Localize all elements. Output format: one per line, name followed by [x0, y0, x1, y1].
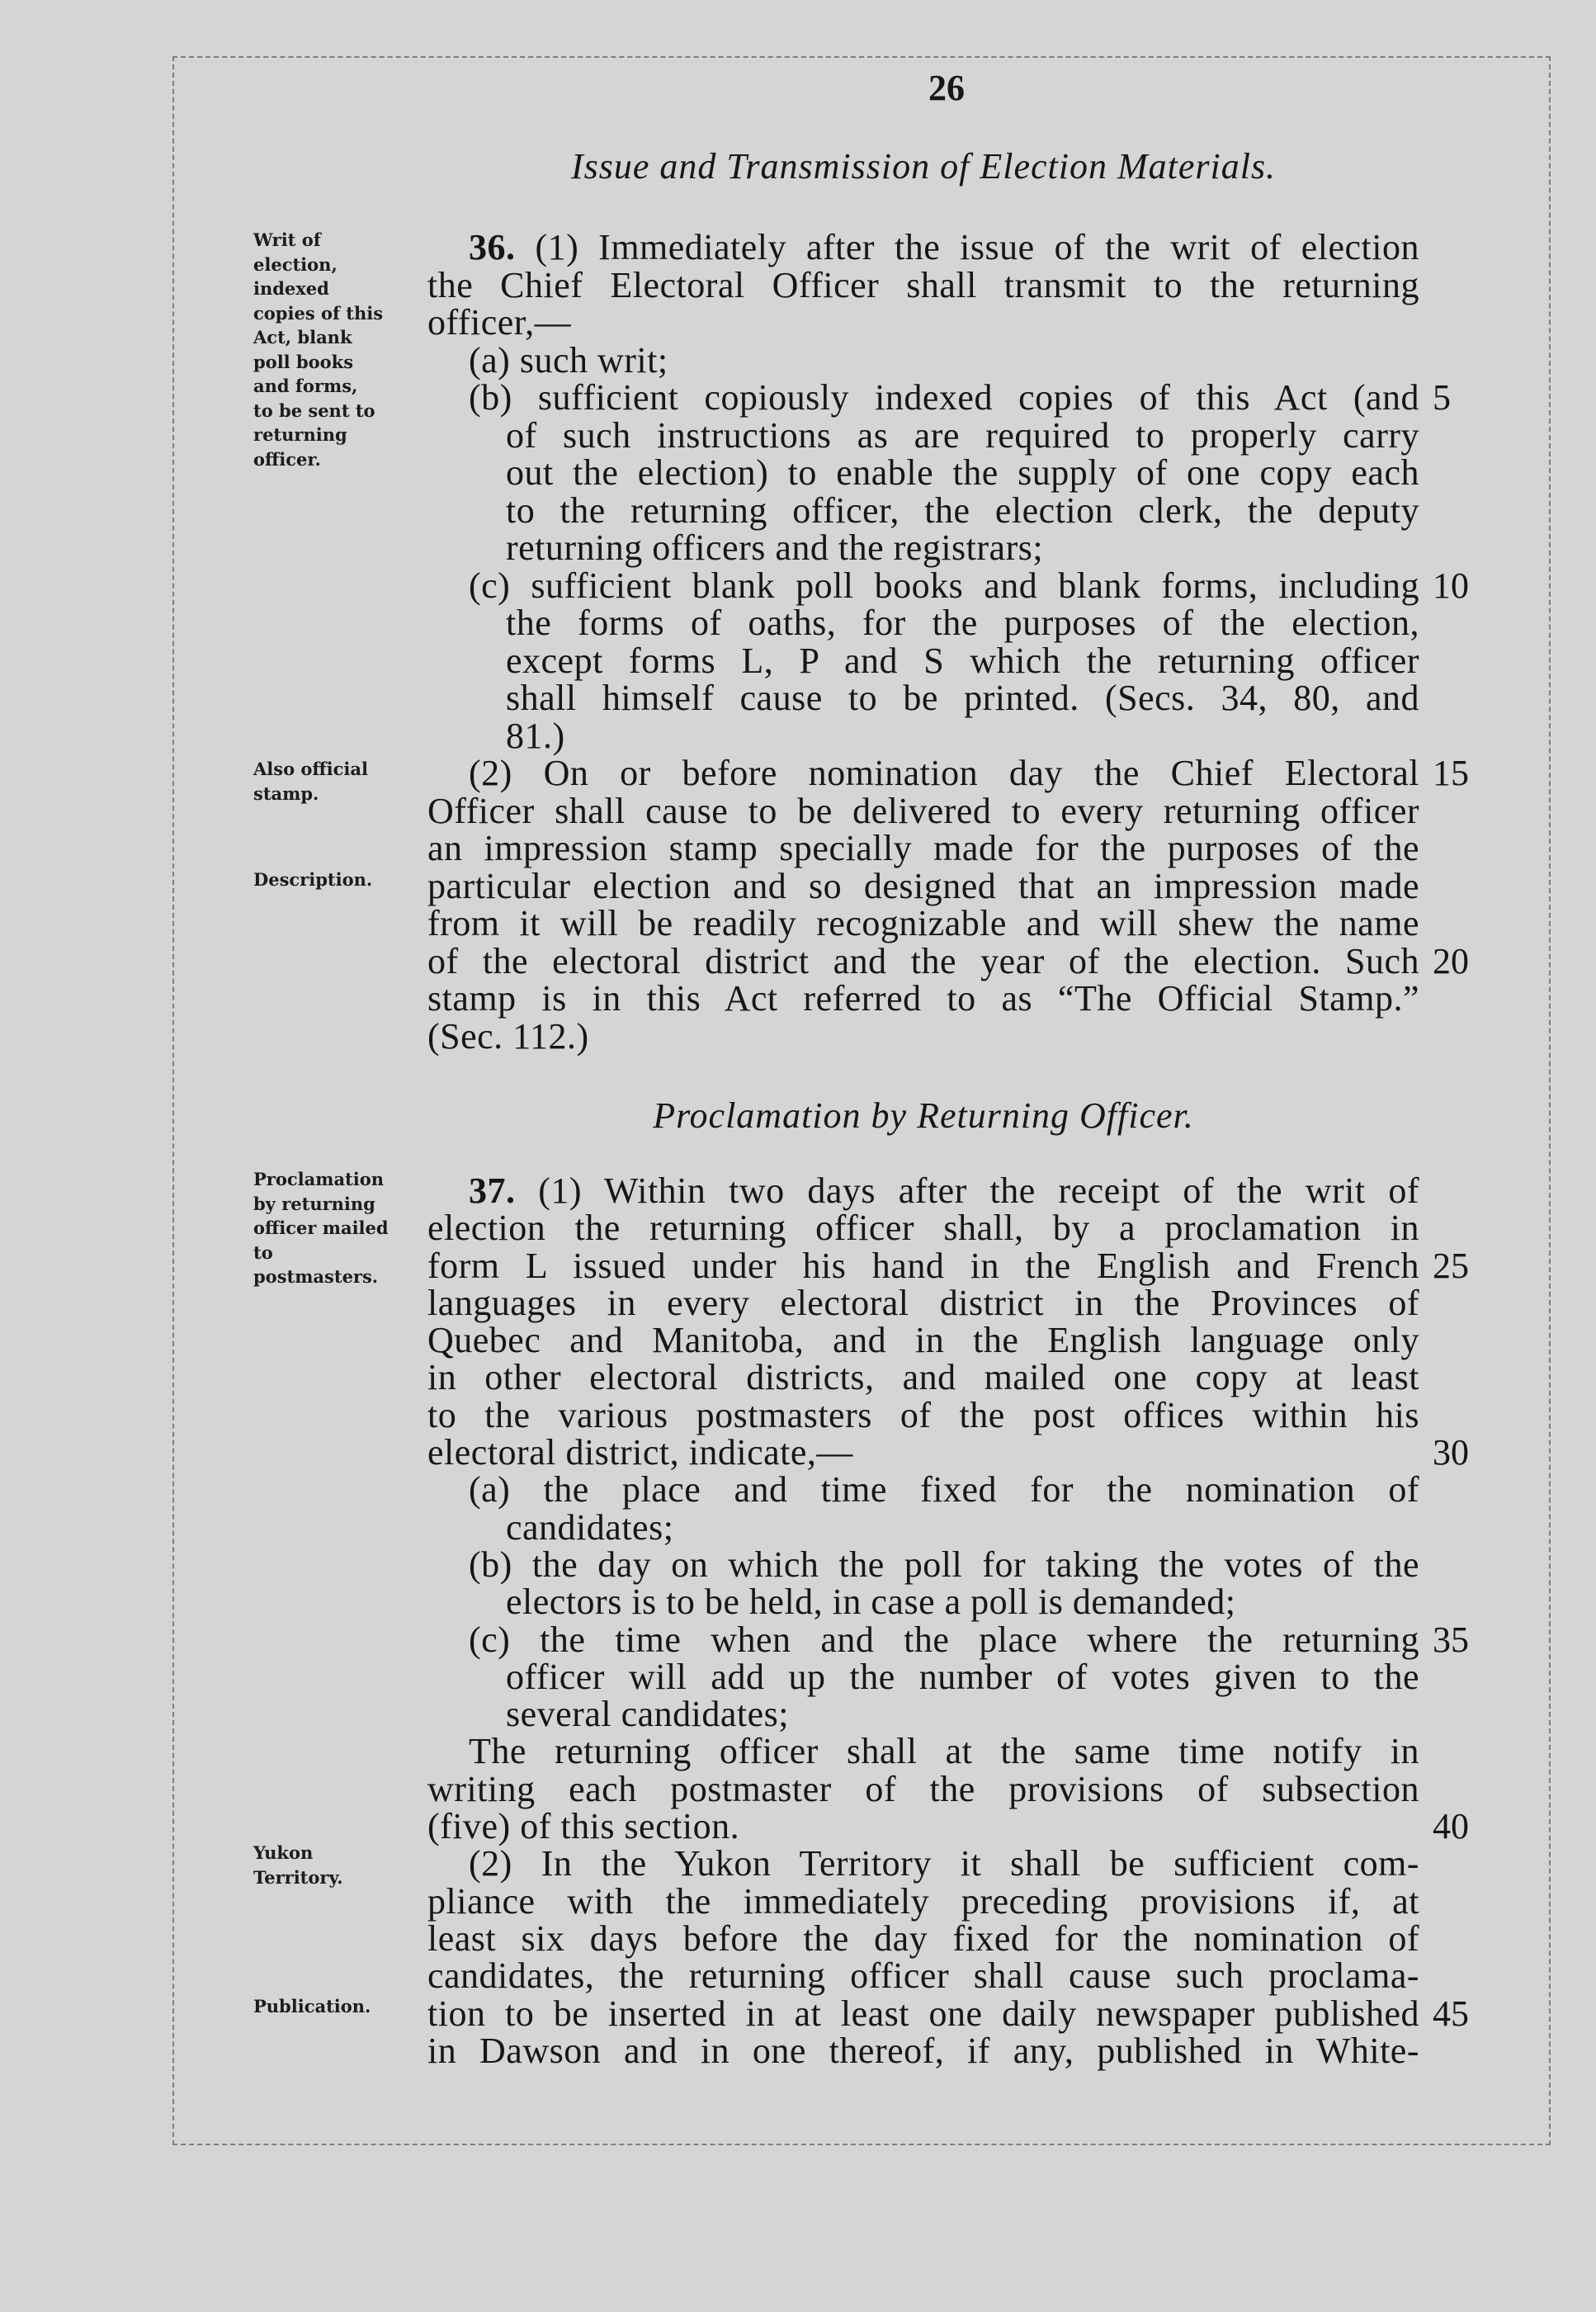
margin-note-line: Publication.	[253, 1996, 371, 2016]
section-heading: Proclamation by Returning Officer.	[653, 1095, 1194, 1136]
text-line: out the election) to enable the supply of one copy each	[506, 452, 1419, 493]
line-number: 40	[1433, 1806, 1469, 1847]
section-37	[427, 1172, 1500, 2069]
line-number: 15	[1433, 753, 1469, 793]
margin-note-line: returning	[253, 424, 347, 445]
margin-note-line: Proclamation	[253, 1169, 385, 1189]
margin-note	[253, 1841, 343, 1889]
text-line: to the returning officer, the election clerk, the deputy	[506, 489, 1419, 531]
margin-note-line: by returning	[253, 1193, 375, 1214]
margin-note-line: and forms,	[253, 376, 358, 396]
margin-note-line: to	[253, 1241, 273, 1263]
text-line: the Chief Electoral Officer shall transmit to the returning	[427, 264, 1419, 305]
text-line: except forms L, P and S which the returning officer	[506, 640, 1419, 681]
text-line: (a) the place and time fixed for the nomination of	[469, 1469, 1419, 1511]
text-line-content: (1) Immediately after the issue of the writ of election	[535, 227, 1419, 267]
text-line: of such instructions as are required to properly carry	[506, 414, 1419, 456]
text-line: candidates, the returning officer shall cause such proclama-	[427, 1955, 1419, 1997]
text-line: The returning officer shall at the same time notify in	[469, 1731, 1419, 1772]
text-line: several candidates;	[506, 1694, 790, 1735]
page-number: 26	[928, 68, 965, 108]
margin-note	[253, 228, 383, 471]
text-line: (c) sufficient blank poll books and blank forms, including	[469, 565, 1419, 606]
text-line	[469, 1172, 1419, 1210]
text-line: candidates;	[506, 1506, 674, 1548]
text-line: from it will be readily recognizable and will shew the name	[427, 903, 1419, 943]
text-line: languages in every electoral district in the Provinces of	[427, 1282, 1419, 1323]
text-line: (b) the day on which the poll for taking the votes of the	[469, 1544, 1419, 1585]
text-line: form L issued under his hand in the English and French	[427, 1245, 1419, 1286]
section-36	[427, 229, 1500, 1055]
text-line: Officer shall cause to be delivered to every returning officer	[427, 790, 1419, 831]
margin-note-line: officer mailed	[253, 1217, 389, 1238]
line-number: 20	[1433, 940, 1469, 981]
text-line: officer,—	[427, 302, 572, 343]
margin-note-line: Writ of	[253, 229, 321, 250]
text-line-content: (1) Within two days after the receipt of the writ of	[538, 1170, 1420, 1211]
margin-note-line: stamp.	[253, 782, 319, 804]
margin-note	[253, 757, 368, 806]
text-line: electoral district, indicate,—	[427, 1432, 853, 1473]
margin-note-line: postmasters.	[253, 1266, 379, 1287]
text-line: in Dawson and in one thereof, if any, published in White-	[427, 2030, 1419, 2071]
text-line: (Sec. 112.)	[427, 1015, 589, 1057]
text-line: to the various postmasters of the post offices within his	[427, 1394, 1419, 1435]
text-line: shall himself cause to be printed. (Secs. 34, 80, and	[506, 678, 1419, 718]
margin-note-line: election,	[253, 253, 338, 275]
text-line: (2) On or before nomination day the Chief Electoral	[469, 753, 1419, 793]
text-line: in other electoral districts, and mailed one copy at least	[427, 1357, 1419, 1398]
line-number: 35	[1433, 1619, 1469, 1660]
text-line: (five) of this section.	[427, 1806, 740, 1847]
margin-note-line: Description.	[253, 869, 373, 890]
line-number: 25	[1433, 1245, 1469, 1286]
text-line: least six days before the day fixed for the nomination of	[427, 1917, 1419, 1959]
margin-note-line: Also official	[253, 759, 368, 779]
text-line: an impression stamp specially made for the purposes of the	[427, 828, 1419, 868]
margin-note-line: Territory.	[253, 1866, 343, 1888]
text-line: (c) the time when and the place where the returning	[469, 1619, 1419, 1660]
text-line: (a) such writ;	[469, 339, 668, 381]
margin-note-line: Yukon	[253, 1842, 314, 1863]
text-line: the forms of oaths, for the purposes of the election,	[506, 603, 1419, 643]
section-number: 37.	[469, 1170, 516, 1211]
text-line: 81.)	[506, 715, 565, 756]
text-line: officer will add up the number of votes given to the	[506, 1656, 1419, 1697]
line-number: 10	[1433, 565, 1469, 606]
text-line	[469, 229, 1419, 267]
section-number: 36.	[469, 227, 516, 267]
text-line: electors is to be held, in case a poll is demanded;	[506, 1582, 1236, 1623]
text-line: tion to be inserted in at least one daily newspaper published	[427, 1993, 1419, 2034]
margin-note-line: copies of this	[253, 302, 384, 324]
text-line: Quebec and Manitoba, and in the English language only	[427, 1320, 1419, 1361]
margin-note-line: indexed	[253, 278, 329, 299]
text-line: stamp is in this Act referred to as “The Official Stamp.”	[427, 978, 1419, 1019]
margin-note	[253, 1994, 371, 2019]
text-line: returning officers and the registrars;	[506, 527, 1044, 568]
text-line: (b) sufficient copiously indexed copies of this Act (and	[469, 377, 1419, 418]
margin-note-line: officer.	[253, 448, 321, 470]
text-line: writing each postmaster of the provisions of subsection	[427, 1768, 1419, 1809]
line-number: 30	[1433, 1432, 1469, 1473]
margin-note-line: poll books	[253, 351, 354, 372]
margin-note	[253, 1167, 389, 1289]
text-line: (2) In the Yukon Territory it shall be sufficient com-	[469, 1843, 1419, 1884]
section-heading: Issue and Transmission of Election Materials.	[570, 146, 1277, 187]
margin-note	[253, 868, 372, 892]
text-line: of the electoral district and the year of the election. Such	[427, 940, 1419, 981]
text-line: pliance with the immediately preceding provisions if, at	[427, 1880, 1419, 1922]
text-line: particular election and so designed that an impression made	[427, 865, 1419, 906]
margin-note-line: Act, blank	[253, 327, 352, 348]
line-number: 5	[1433, 377, 1451, 418]
line-number: 45	[1433, 1993, 1469, 2034]
margin-note-line: to be sent to	[253, 400, 375, 421]
text-line: election the returning officer shall, by a proclamation in	[427, 1208, 1419, 1249]
